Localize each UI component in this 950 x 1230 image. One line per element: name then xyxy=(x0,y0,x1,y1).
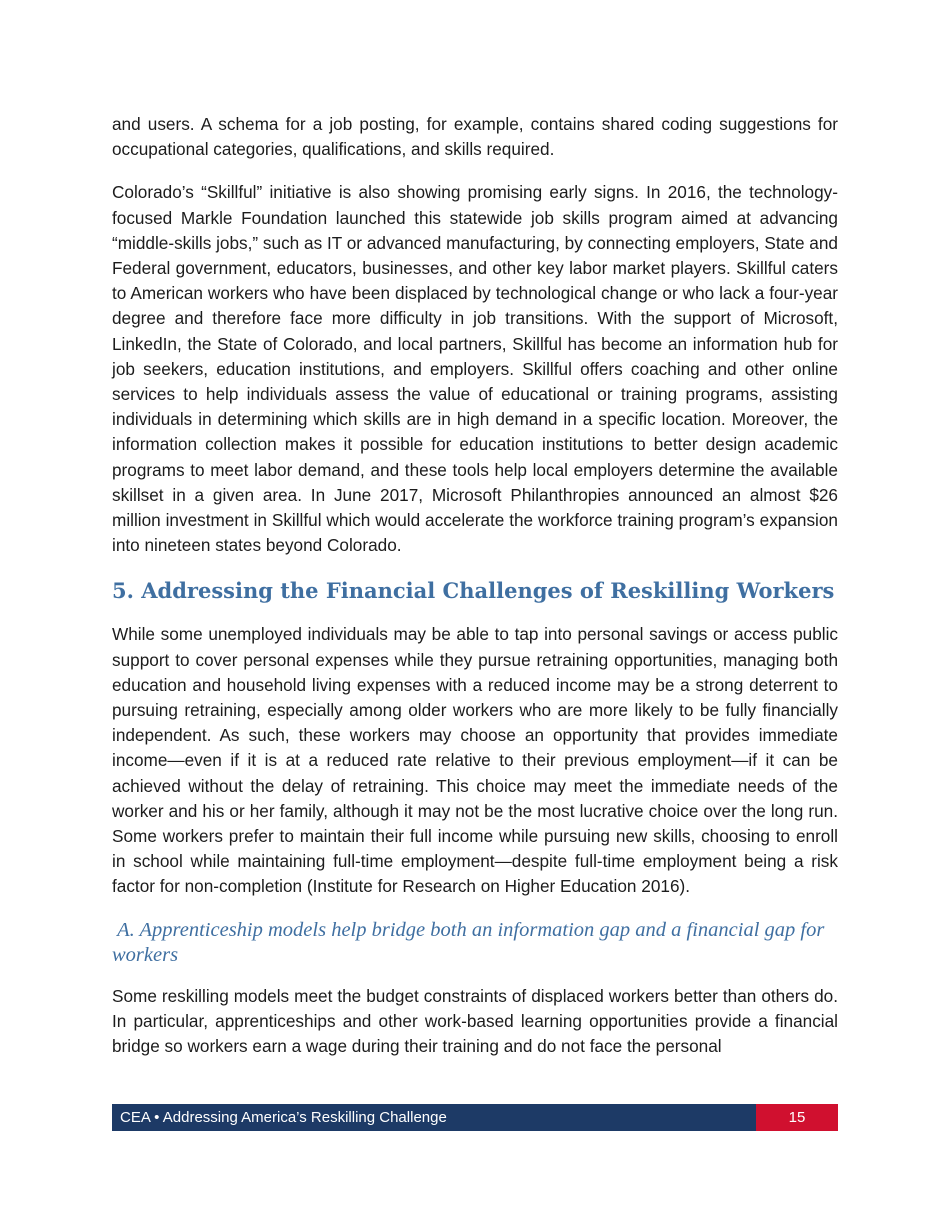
paragraph-reskilling-models: Some reskilling models meet the budget constraints of displaced workers better than others do. In particular, apprenticeships and other work-based learning opportunities provide a financial bridge so workers earn a wage during their training and do not face the personal xyxy=(112,985,838,1057)
paragraph-skillful-initiative: Colorado’s “Skillful” initiative is also showing promising early signs. In 2016, the technology-focused Markle Foundation launched this statewide job skills program aimed at advancing “middle-skills jobs,” such as IT or advanced manufacturing, by connecting employers, State and Federal government, educators, businesses, and other key labor market players. Skillful caters to American workers who have been displaced by technological change or who lack a four-year degree and therefore face more difficulty in job transitions. With the support of Microsoft, LinkedIn, the State of Colorado, and local partners, Skillful has become an information hub for job seekers, education institutions, and employers. Skillful offers coaching and other online services to help individuals assess the value of educational or training programs, assisting individuals in determining which skills are in high demand in a specific location. Moreover, the information collection makes it possible for education institutions to better design academic programs to meet labor demand, and these tools help local employers determine the available skillset in a given area. In June 2017, Microsoft Philanthropies announced an almost $26 million investment in Skillful which would accelerate the workforce training program’s expansion into nineteen states beyond Colorado. xyxy=(112,182,838,556)
page-content xyxy=(112,112,838,1077)
page-number: 15 xyxy=(756,1104,838,1131)
footer-title: CEA • Addressing America’s Reskilling Challenge xyxy=(112,1104,756,1131)
paragraph-financial-challenges: While some unemployed individuals may be able to tap into personal savings or access public support to cover personal expenses while they pursue retraining opportunities, managing both education and household living expenses with a reduced income may be a strong deterrent to pursuing retraining, especially among older workers who are more likely to be fully financially independent. As such, these workers may choose an opportunity that provides immediate income—even if it is at a reduced rate relative to their previous employment—if it can be achieved without the delay of retraining. This choice may meet the immediate needs of the worker and his or her family, although it may not be the most lucrative choice over the long run. Some workers prefer to maintain their full income while pursuing new skills, choosing to enroll in school while maintaining full-time employment—despite full-time employment being a risk factor for non-completion (Institute for Research on Higher Education 2016). xyxy=(112,624,838,897)
page-footer xyxy=(112,1104,838,1131)
paragraph-schema-continuation: and users. A schema for a job posting, for example, contains shared coding suggestions for occupational categories, qualifications, and skills required. xyxy=(112,114,838,160)
subsection-heading-apprenticeship: A. Apprenticeship models help bridge both an information gap and a financial gap for workers xyxy=(112,918,830,966)
section-heading-financial-challenges: 5. Addressing the Financial Challenges of Reskilling Workers xyxy=(112,578,835,604)
